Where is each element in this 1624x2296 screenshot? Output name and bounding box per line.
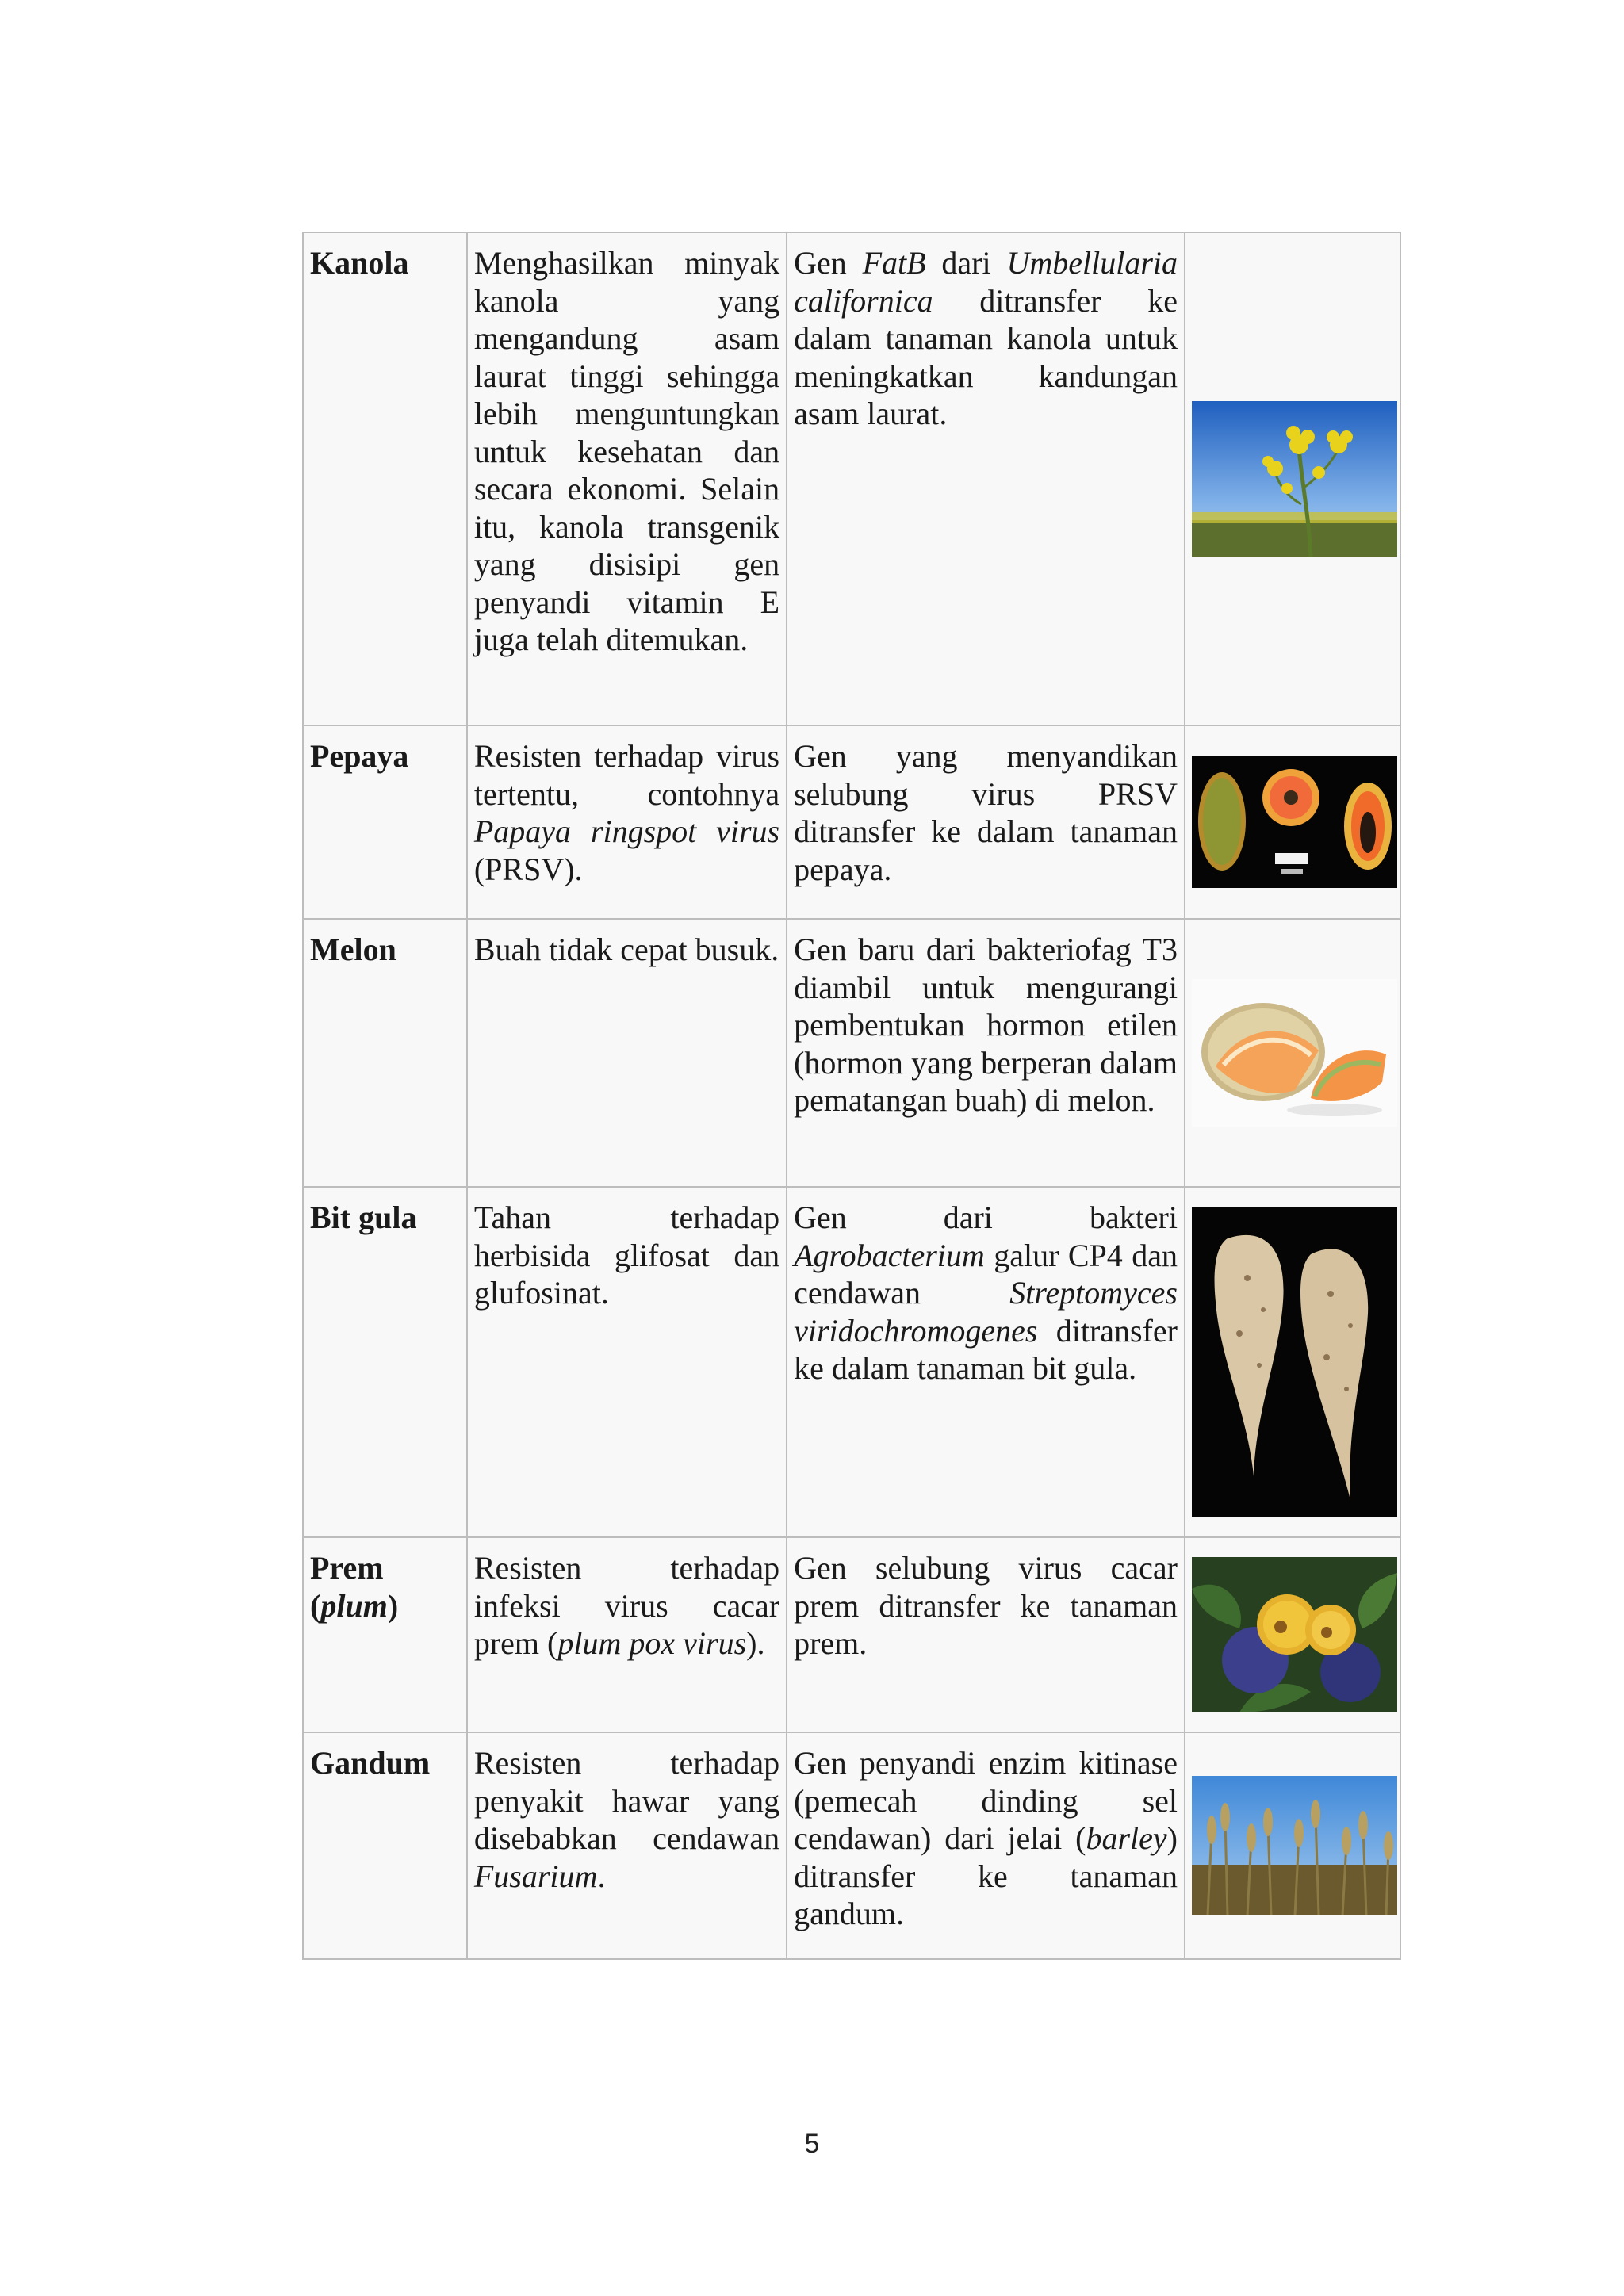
table-row-gandum [303,1732,1400,1959]
crop-gene-transfer [787,1187,1185,1537]
crop-gene-transfer [787,919,1185,1187]
text-run: dari [925,245,1007,281]
crop-benefit [467,725,787,919]
crop-benefit [467,1537,787,1732]
crop-photo-cell [1185,1537,1400,1732]
text-run: Prem ( [310,1550,384,1624]
text-run: Resisten terhadap infeksi virus cacar prem ( [473,1550,780,1661]
text-run: ) ditransfer ke tanaman gandum. [794,1820,1178,1931]
crop-gene-transfer [787,1537,1185,1732]
text-run: Tahan terhadap herbisida glifosat dan glufosinat. [473,1200,780,1311]
crop-name-text: Gandum [310,1745,431,1781]
crop-photo-cell [1185,232,1400,725]
crop-name-text: Melon [310,932,396,967]
crop-name-text: Kanola [310,245,409,281]
italic-term: Umbellularia californica [794,245,1178,319]
table-row-kanola [303,232,1400,725]
text-run: Gen baru dari bakteriofag T3 diambil untuk mengurangi pembentukan hormon etilen (hormon yang berperan dalam pematangan buah) di melon. [794,932,1178,1118]
italic-term: barley [1086,1820,1167,1856]
crop-name [303,232,467,725]
table-row-bit-gula [303,1187,1400,1537]
crop-name [303,1537,467,1732]
text-run: Gen yang menyandikan selubung virus PRSV ditransfer ke dalam tanaman pepaya. [794,738,1178,887]
text-run: Gen selubung virus cacar prem ditransfer ke tanaman prem. [794,1550,1178,1661]
crop-name-text: Bit gula [310,1200,417,1235]
italic-term: plum [320,1587,388,1624]
text-run: ditransfer ke dalam tanaman bit gula. [794,1312,1178,1386]
text-run: . [597,1858,606,1894]
table-row-pepaya [303,725,1400,919]
italic-term: Agrobacterium [794,1237,985,1273]
gmo-crops-table [302,232,1401,1960]
text-run: Buah tidak cepat busuk. [473,932,779,967]
crop-photo-cell [1185,1187,1400,1537]
crop-name-text: Pepaya [310,738,409,774]
text-run: Gen dari bakteri [794,1200,1178,1235]
crop-benefit [467,919,787,1187]
crop-name [303,1732,467,1959]
text-run: Gen [794,245,863,281]
crop-benefit [467,1187,787,1537]
italic-term: Fusarium [473,1858,598,1894]
italic-term: plum pox virus [557,1625,747,1661]
italic-term: Papaya ringspot virus [473,813,780,849]
italic-term: FatB [862,245,926,281]
page-number: 5 [804,2129,820,2159]
text-run: ) [387,1587,399,1624]
papaya-photo [1192,756,1397,888]
crop-gene-transfer [787,1732,1185,1959]
crop-photo-cell [1185,919,1400,1187]
table-row-melon [303,919,1400,1187]
crop-photo-cell [1185,725,1400,919]
crop-name [303,725,467,919]
sugar-beet-photo [1192,1207,1397,1517]
text-run: Resisten terhadap virus tertentu, contohnya [473,738,780,812]
melon-photo [1192,979,1397,1127]
canola-flower-photo [1192,401,1397,557]
italic-term: Streptomyces viridochromogenes [794,1275,1178,1349]
crop-gene-transfer [787,725,1185,919]
crop-name [303,1187,467,1537]
crop-photo-cell [1185,1732,1400,1959]
text-run: Gen penyandi enzim kitinase (pemecah dinding sel cendawan) dari jelai ( [794,1745,1178,1856]
crop-gene-transfer [787,232,1185,725]
wheat-photo [1192,1776,1397,1915]
text-run: Resisten terhadap penyakit hawar yang disebabkan cendawan [473,1745,780,1856]
crop-benefit [467,232,787,725]
text-run: Menghasilkan minyak kanola yang mengandung asam laurat tinggi sehingga lebih menguntungkan untuk kesehatan dan secara ekonomi. Selain itu, kanola transgenik yang disisipi gen penyandi vitamin E juga telah ditemukan. [473,245,780,657]
crop-name [303,919,467,1187]
text-run: ). [746,1625,765,1661]
plum-photo [1192,1557,1397,1712]
table-row-prem [303,1537,1400,1732]
text-run: ditransfer ke dalam tanaman kanola untuk meningkatkan kandungan asam laurat. [794,282,1178,431]
text-run: galur CP4 dan cendawan [794,1237,1178,1311]
crop-benefit [467,1732,787,1959]
text-run: (PRSV). [473,851,583,887]
